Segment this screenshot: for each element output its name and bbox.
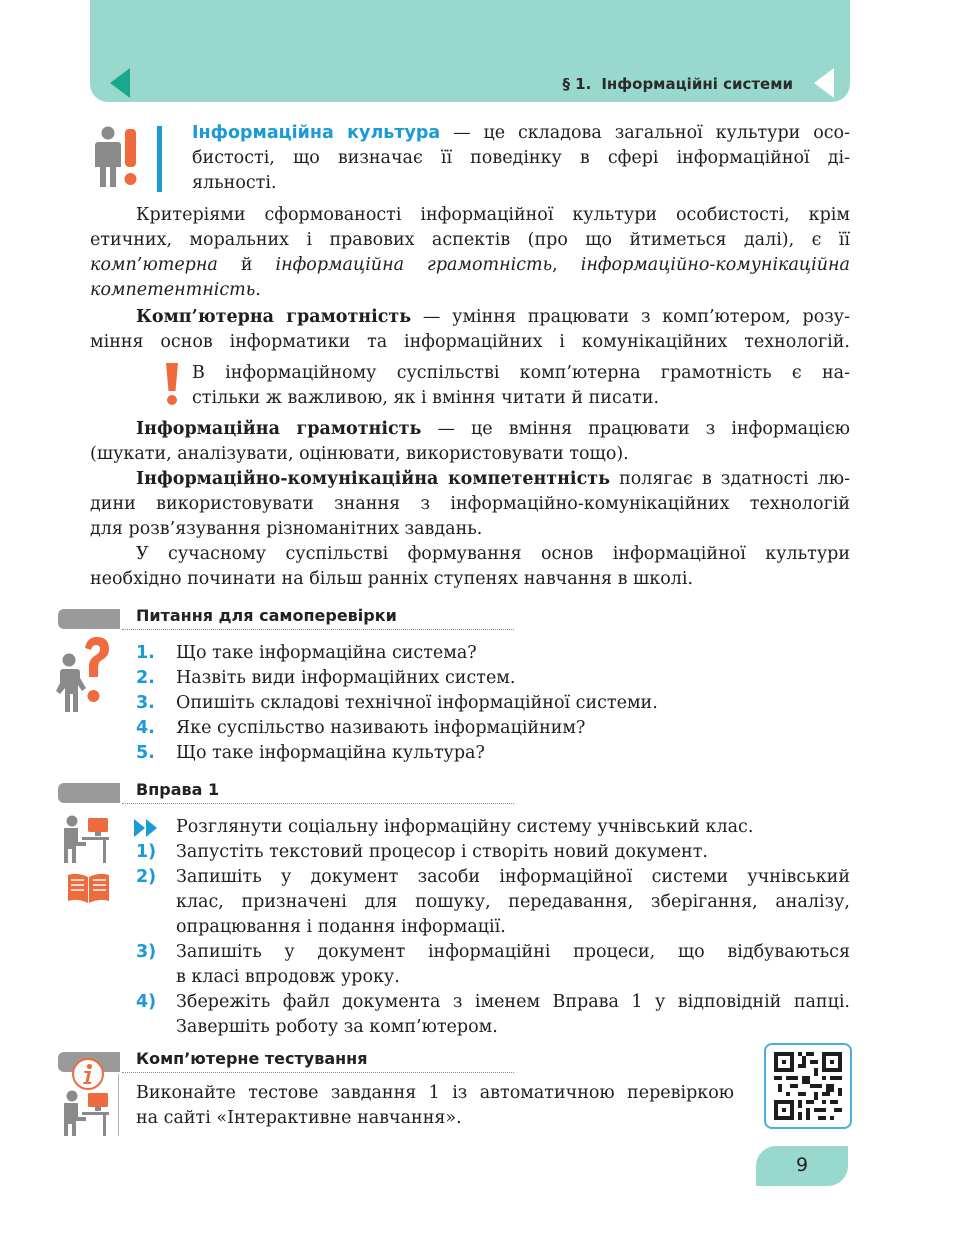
exclamation-icon bbox=[163, 361, 181, 407]
definition-term: Інформаційна культура bbox=[192, 123, 441, 143]
paragraph-4-line-2: дини використовувати знання з інформаційно-комунікаційних технологій bbox=[90, 494, 850, 514]
paragraph-5-line-1: У сучасному суспільстві формування основ інформаційної культури bbox=[136, 544, 850, 564]
paragraph-1-line-2: етичних, моральних і правових аспектів (про що йтиметься далі), є її bbox=[90, 230, 850, 250]
exercise-steps bbox=[136, 840, 850, 1040]
questions-section-bar bbox=[58, 609, 120, 629]
info-icon bbox=[72, 1058, 104, 1090]
paragraph-3-line-1: Інформаційна грамотність — це вміння працювати з інформацією bbox=[136, 419, 850, 439]
exercise-section-title: Вправа 1 bbox=[136, 780, 220, 799]
testing-line-1: Виконайте тестове завдання 1 із автоматичною перевіркою bbox=[136, 1083, 734, 1103]
double-arrow-icon bbox=[134, 819, 158, 837]
paragraph-2-line-2: міння основ інформатики та інформаційних і комунікаційних технологій. bbox=[90, 332, 850, 352]
ict-competence-term: Інформаційно-комунікаційна компетентність bbox=[136, 469, 610, 489]
note-line-1: В інформаційному суспільстві комп’ютерна грамотність є на- bbox=[192, 363, 850, 383]
paragraph-1-line-1: Критеріями сформованості інформаційної культури особистості, крім bbox=[136, 205, 850, 225]
section-title: Інформаційні системи bbox=[601, 75, 793, 93]
list-item: 1) Запустіть текстовий процесор і створіть новий документ. bbox=[136, 842, 708, 862]
page-number-badge bbox=[756, 1146, 848, 1186]
paragraph-5-line-2: необхідно починати на більш ранніх ступенях навчання в школі. bbox=[90, 569, 694, 589]
paragraph-1-line-4: компетентність. bbox=[90, 280, 261, 300]
list-item: 4) Збережіть файл документа з іменем Вправа 1 у відповідній папці. Завершіть роботу за комп’ютером. bbox=[136, 992, 850, 1037]
list-item: 3) Запишіть у документ інформаційні процеси, що відбуваються в класі впродовж уроку. bbox=[136, 942, 850, 987]
exercise-section-bar bbox=[58, 783, 120, 803]
attention-person-icon bbox=[92, 125, 148, 189]
next-page-arrow-icon[interactable] bbox=[814, 68, 834, 98]
note-line-2: стільки ж важливою, як і вміння читати й писати. bbox=[192, 388, 660, 408]
questions-list bbox=[136, 641, 850, 766]
open-book-icon bbox=[66, 872, 111, 904]
list-item: 5. Що таке інформаційна культура? bbox=[136, 743, 485, 763]
qr-code[interactable] bbox=[764, 1043, 852, 1129]
definition-line-2: бистості, що визначає її поведінку в сфері інформаційної ді- bbox=[192, 148, 850, 168]
exercise-intro: Розглянути соціальну інформаційну систему учнівський клас. bbox=[176, 817, 754, 837]
paragraph-4-line-1: Інформаційно-комунікаційна компетентність полягає в здатності лю- bbox=[136, 469, 851, 489]
paragraph-1-line-3: комп’ютерна й інформаційна грамотність, інформаційно-комунікаційна bbox=[90, 255, 850, 275]
questions-section-title: Питання для самоперевірки bbox=[136, 606, 397, 625]
definition-line-3: яльності. bbox=[192, 173, 277, 193]
qr-code-image bbox=[774, 1052, 842, 1120]
previous-page-arrow-icon[interactable] bbox=[110, 68, 130, 98]
page-number: 9 bbox=[795, 1154, 809, 1176]
list-item: 2) Запишіть у документ засоби інформаційної системи учнівський клас, призначені для пошуку, передавання, зберігання, аналізу, опрацювання і подання інформації. bbox=[136, 867, 850, 937]
questions-divider bbox=[122, 629, 514, 630]
section-number: § 1. bbox=[562, 75, 592, 93]
paragraph-2-line-1: Комп’ютерна грамотність — уміння працювати з комп’ютером, розу- bbox=[136, 307, 850, 327]
list-item: 1. Що таке інформаційна система? bbox=[136, 643, 477, 663]
student-at-computer-icon bbox=[58, 815, 110, 863]
definition-line-1: Інформаційна культура — це складова загальної культури осо- bbox=[192, 123, 850, 143]
list-item: 3. Опишіть складові технічної інформаційної системи. bbox=[136, 693, 658, 713]
exercise-divider bbox=[122, 803, 514, 804]
list-item: 2. Назвіть види інформаційних систем. bbox=[136, 668, 516, 688]
testing-divider bbox=[122, 1072, 514, 1073]
thinking-person-question-icon bbox=[55, 636, 111, 712]
list-item: 4. Яке суспільство називають інформаційним? bbox=[136, 718, 586, 738]
testing-section-title: Комп’ютерне тестування bbox=[136, 1049, 368, 1068]
testing-side-line bbox=[118, 1074, 119, 1136]
computer-literacy-term: Комп’ютерна грамотність bbox=[136, 307, 412, 327]
paragraph-4-line-3: для розв’язування різноманітних завдань. bbox=[90, 519, 483, 539]
paragraph-3-line-2: (шукати, аналізувати, оцінювати, використовувати тощо). bbox=[90, 444, 629, 464]
definition-accent-bar bbox=[157, 126, 162, 192]
information-literacy-term: Інформаційна грамотність bbox=[136, 419, 422, 439]
section-header bbox=[562, 75, 793, 93]
testing-line-2: на сайті «Інтерактивне навчання». bbox=[136, 1108, 462, 1128]
student-at-computer-icon bbox=[58, 1090, 110, 1136]
